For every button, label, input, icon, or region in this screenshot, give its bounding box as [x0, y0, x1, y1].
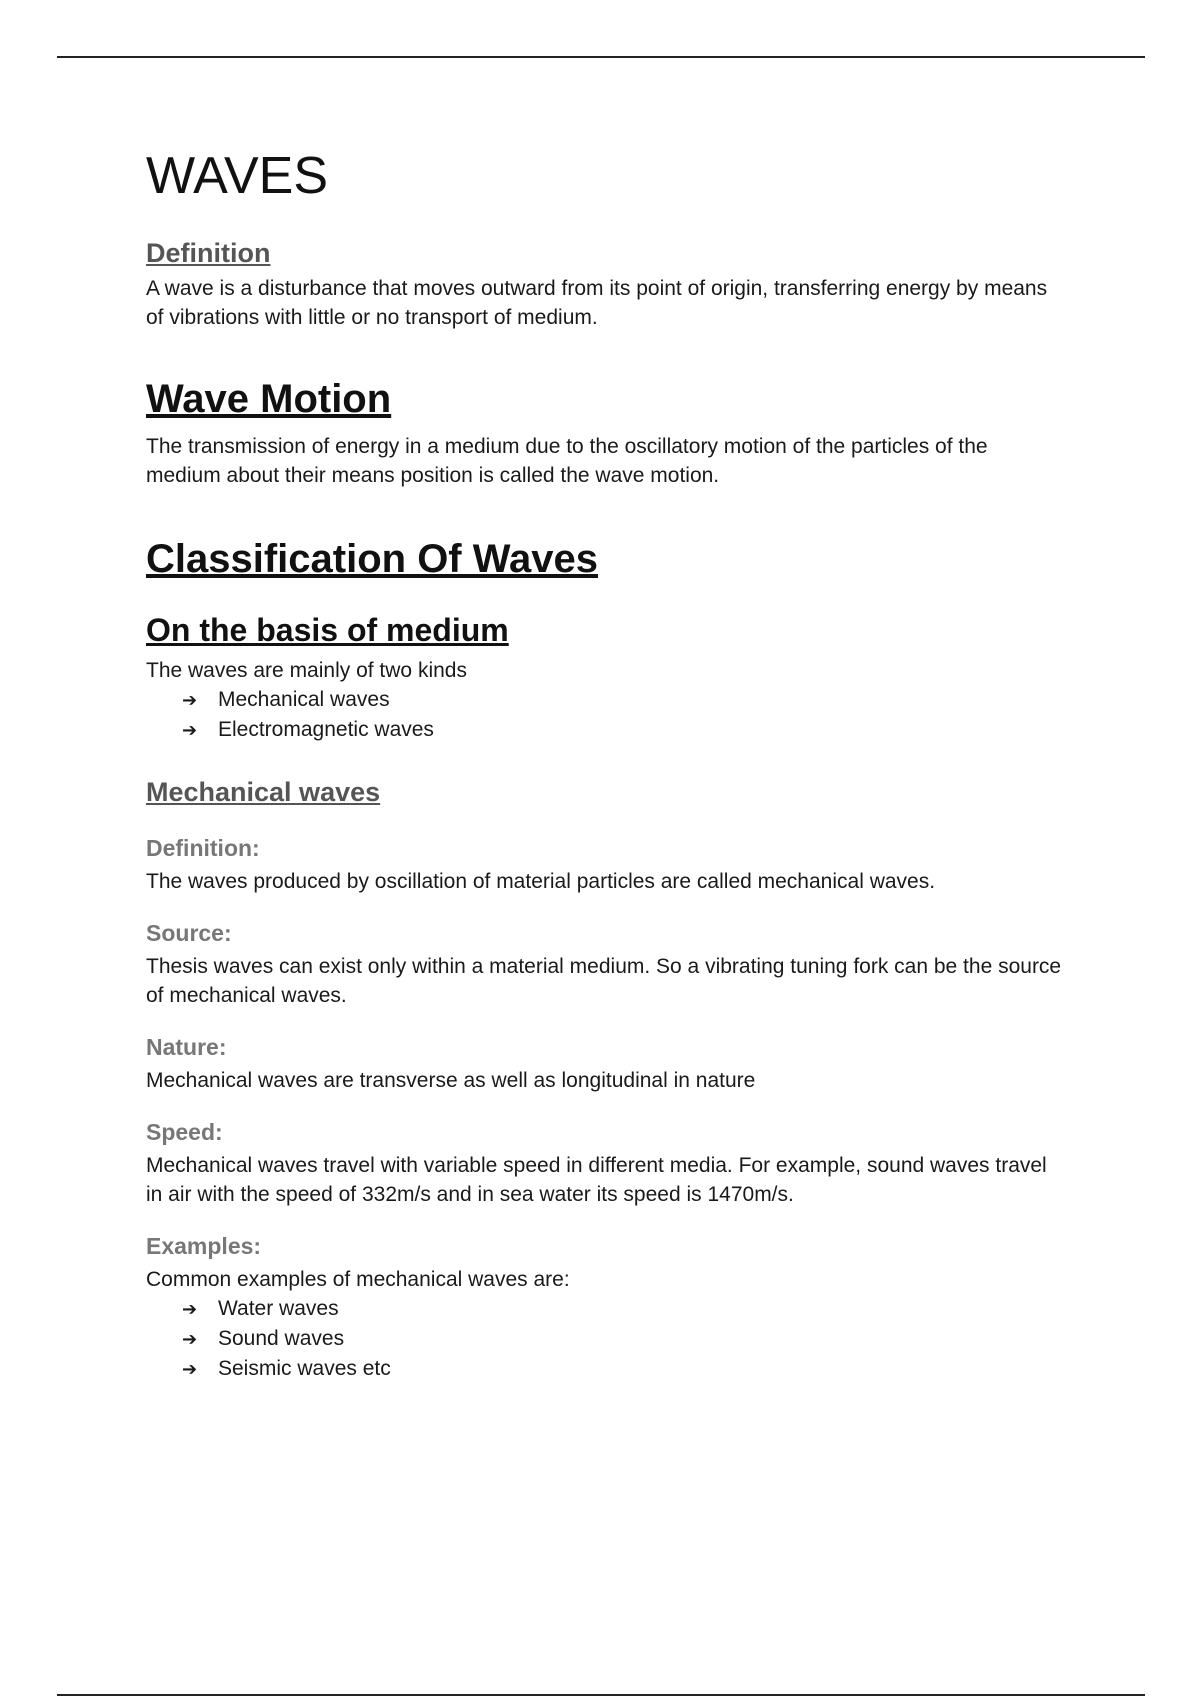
list-item — [182, 1294, 1066, 1324]
source-text: Thesis waves can exist only within a material medium. So a vibrating tuning fork can be the source of mechanical waves. — [146, 955, 1062, 1007]
list-item — [182, 1354, 1066, 1384]
top-rule — [57, 56, 1145, 58]
classification-heading: Classification Of Waves — [146, 537, 598, 581]
nature-text: Mechanical waves are transverse as well as longitudinal in nature — [146, 1069, 756, 1092]
list-item-label: Water waves — [218, 1297, 339, 1320]
list-item — [182, 685, 1066, 715]
basis-heading: On the basis of medium — [146, 612, 509, 648]
speed-text: Mechanical waves travel with variable speed in different media. For example, sound waves travel in air with the speed of 332m/s and in sea water its speed is 1470m/s. — [146, 1154, 1047, 1206]
arrow-icon: ➔ — [182, 1329, 198, 1350]
document-body — [146, 140, 1066, 1384]
arrow-icon: ➔ — [182, 1299, 198, 1320]
mechanical-definition-text: The waves produced by oscillation of material particles are called mechanical waves. — [146, 870, 936, 893]
list-item-label: Seismic waves etc — [218, 1357, 391, 1380]
source-label: Source: — [146, 920, 232, 946]
arrow-icon: ➔ — [182, 690, 198, 711]
arrow-icon: ➔ — [182, 1359, 198, 1380]
mechanical-definition-label: Definition: — [146, 835, 260, 861]
list-item-label: Sound waves — [218, 1327, 345, 1350]
definition-text: A wave is a disturbance that moves outward from its point of origin, transferring energy by means of vibrations with little or no transport of medium. — [146, 277, 1048, 329]
arrow-icon: ➔ — [182, 720, 198, 741]
nature-label: Nature: — [146, 1034, 227, 1060]
examples-label: Examples: — [146, 1233, 262, 1259]
bottom-rule — [57, 1694, 1145, 1696]
examples-intro: Common examples of mechanical waves are: — [146, 1268, 570, 1291]
wave-motion-text: The transmission of energy in a medium due to the oscillatory motion of the particles of the medium about their means position is called the wave motion. — [146, 435, 988, 487]
definition-heading: Definition — [146, 238, 271, 268]
wave-motion-heading: Wave Motion — [146, 377, 392, 421]
kinds-list — [146, 685, 1066, 745]
page-title: WAVES — [146, 147, 329, 205]
list-item — [182, 1324, 1066, 1354]
classification-intro: The waves are mainly of two kinds — [146, 659, 467, 682]
examples-list — [146, 1294, 1066, 1384]
list-item-label: Electromagnetic waves — [218, 718, 434, 741]
mechanical-heading: Mechanical waves — [146, 777, 381, 807]
speed-label: Speed: — [146, 1119, 223, 1145]
list-item — [182, 715, 1066, 745]
list-item-label: Mechanical waves — [218, 688, 390, 711]
